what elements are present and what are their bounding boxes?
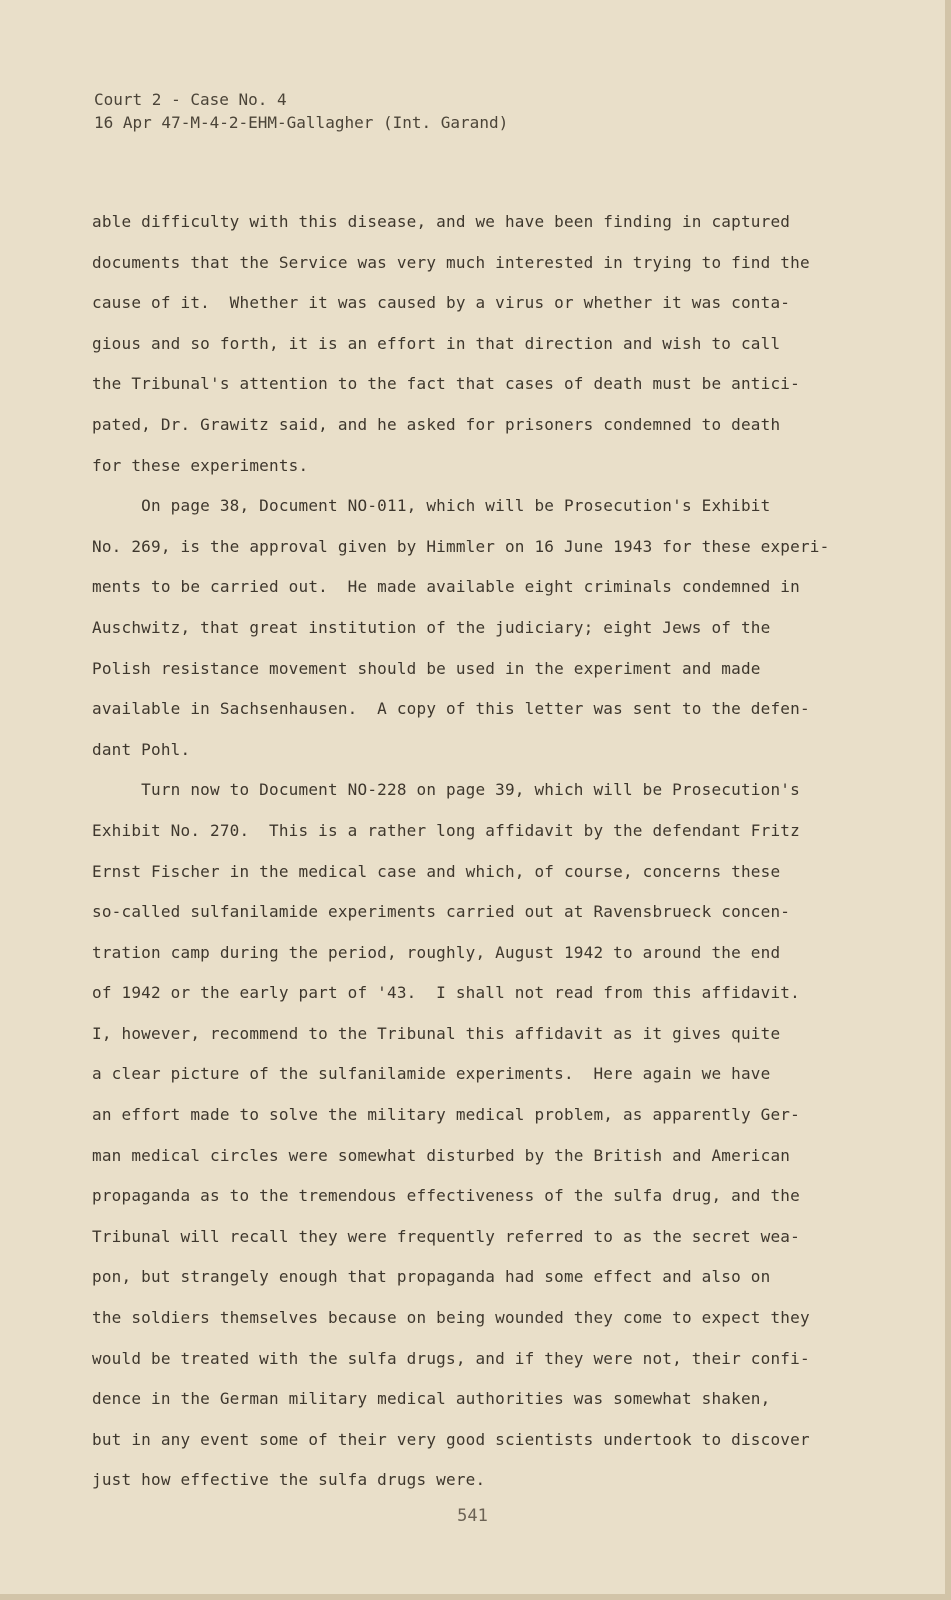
- text-line: available in Sachsenhausen. A copy of this letter was sent to the defen-: [92, 699, 810, 719]
- text-line: propaganda as to the tremendous effectiveness of the sulfa drug, and the: [92, 1186, 800, 1206]
- text-line: I, however, recommend to the Tribunal this affidavit as it gives quite: [92, 1023, 781, 1043]
- text-line: man medical circles were somewhat disturbed by the British and American: [92, 1145, 791, 1165]
- text-line: would be treated with the sulfa drugs, and if they were not, their confi-: [92, 1348, 810, 1368]
- text-line: Exhibit No. 270. This is a rather long affidavit by the defendant Fritz: [92, 820, 800, 840]
- text-line: dant Pohl.: [92, 739, 191, 759]
- text-line: ments to be carried out. He made available eight criminals condemned in: [92, 577, 800, 597]
- page-number: 541: [457, 1506, 488, 1526]
- case-header: [94, 88, 508, 134]
- text-line: dence in the German military medical authorities was somewhat shaken,: [92, 1389, 771, 1409]
- text-line: the Tribunal's attention to the fact that cases of death must be antici-: [92, 374, 800, 394]
- text-line: just how effective the sulfa drugs were.: [92, 1470, 486, 1490]
- text-line: Turn now to Document NO-228 on page 39, which will be Prosecution's: [92, 780, 800, 800]
- case-header-line-2: 16 Apr 47-M-4-2-EHM-Gallagher (Int. Garand): [94, 113, 509, 132]
- case-header-line-1: Court 2 - Case No. 4: [94, 90, 287, 109]
- text-line: Polish resistance movement should be used in the experiment and made: [92, 658, 761, 678]
- text-line: so-called sulfanilamide experiments carried out at Ravensbrueck concen-: [92, 902, 791, 922]
- text-line: pon, but strangely enough that propaganda had some effect and also on: [92, 1267, 771, 1287]
- text-line: Tribunal will recall they were frequently referred to as the secret wea-: [92, 1226, 800, 1246]
- text-line: On page 38, Document NO-011, which will be Prosecution's Exhibit: [92, 496, 771, 516]
- text-line: the soldiers themselves because on being wounded they come to expect they: [92, 1308, 810, 1328]
- text-line: cause of it. Whether it was caused by a virus or whether it was conta-: [92, 293, 791, 313]
- text-line: of 1942 or the early part of '43. I shall not read from this affidavit.: [92, 983, 800, 1003]
- text-line: tration camp during the period, roughly, August 1942 to around the end: [92, 942, 781, 962]
- text-line: No. 269, is the approval given by Himmler on 16 June 1943 for these experi-: [92, 536, 830, 556]
- text-line: for these experiments.: [92, 455, 309, 475]
- text-line: an effort made to solve the military medical problem, as apparently Ger-: [92, 1105, 800, 1125]
- text-line: pated, Dr. Grawitz said, and he asked for prisoners condemned to death: [92, 414, 781, 434]
- text-line: Ernst Fischer in the medical case and which, of course, concerns these: [92, 861, 781, 881]
- text-line: a clear picture of the sulfanilamide experiments. Here again we have: [92, 1064, 771, 1084]
- text-line: able difficulty with this disease, and we have been finding in captured: [92, 212, 791, 231]
- text-line: but in any event some of their very good scientists undertook to discover: [92, 1429, 810, 1449]
- text-line: Auschwitz, that great institution of the judiciary; eight Jews of the: [92, 617, 771, 637]
- text-line: documents that the Service was very much interested in trying to find the: [92, 252, 810, 272]
- text-line: gious and so forth, it is an effort in that direction and wish to call: [92, 333, 781, 353]
- transcript-body: [92, 212, 882, 1511]
